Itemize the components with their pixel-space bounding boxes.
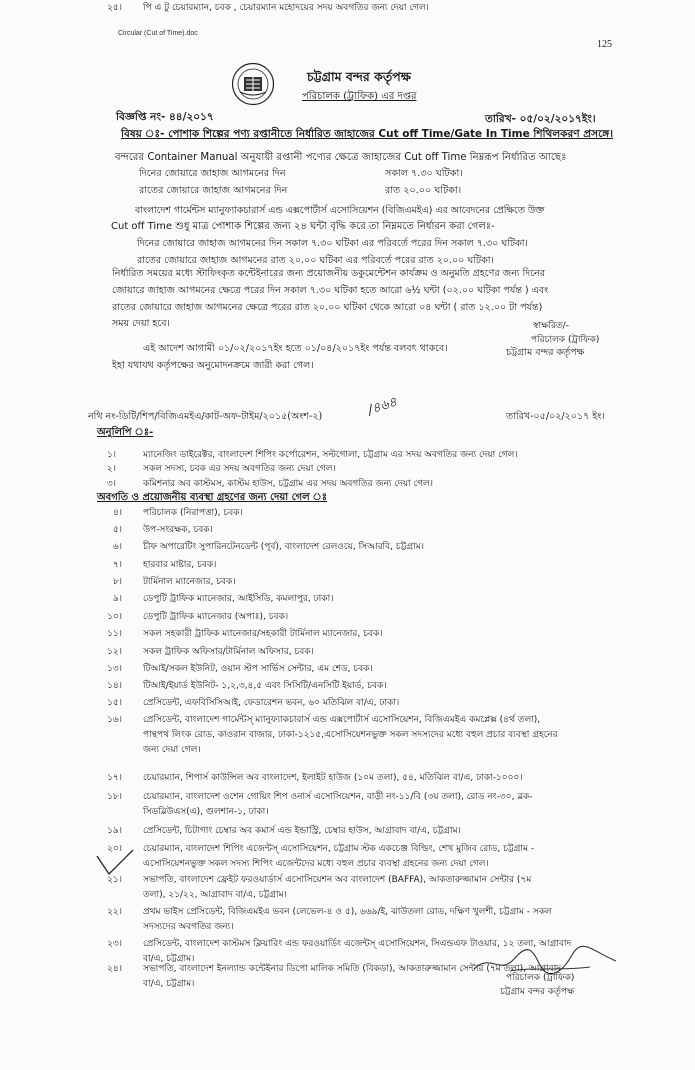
list-item: সিডব্লিউএস(এ), গুলশান-১, ঢাকা।: [143, 807, 269, 817]
list-item: টার্মিনাল ম্যানেজার, চবক।: [143, 577, 236, 587]
list-item: পরিচালক (নিরাপত্তা), চবক।: [143, 508, 243, 518]
list-item: বা/এ, চট্টগ্রাম।: [143, 979, 195, 989]
body-line: বাংলাদেশ গার্মেন্টস ম্যানুফ্যাকচারার্স এন্ড এক্সপোর্টার্স এসোসিয়েশন (বিজিএমইএ) এর আবেদনের প্রেক্ষিতে উক্ত: [135, 205, 545, 216]
list-item: এসোসিয়েশনভুক্ত সকল সদস্য শিপিং এজেন্টদের মধ্যে বহুল প্রচার ব্যবস্থা গ্রহনের জন্য দেয়া গেল।: [143, 859, 489, 869]
list-item-number: ৭।: [112, 560, 122, 570]
issue-date: তারিখ- ০৫/০২/২০১৭ইং।: [485, 113, 596, 125]
signature-date: তারিখ-০৫/০২/২০১৭ ইং।: [506, 411, 605, 422]
list-item-number: ২০।: [107, 844, 122, 854]
body-line: রাতের জোয়ারে জাহাজ আগমনের দিন: [139, 185, 288, 196]
list-item: সকল সদস্য, চবক এর সদয় অবগতির জন্য দেয়া গেল।: [143, 464, 336, 474]
list-item: উপ-সংরক্ষক, চবক।: [143, 525, 213, 535]
file-number: নথি নং-ডিটি/শিপ/বিজিএমইএ/কাট-অফ-টাইম/২০১৫(অংশ-২): [88, 411, 323, 422]
list-item: চেয়ারম্যান, বাংলাদেশ ওশেন গোয়িং শিপ ওনার্স এসোসিয়েশন, বাড়ী নং-১১/বি (৩য় তলা), রোড নং-৩০, ব্লক-: [143, 792, 533, 802]
list-item-number: ২১।: [107, 875, 122, 885]
list-item-number: ১৯।: [107, 826, 122, 836]
body-line: রাতের জোয়ারে জাহাজ আগমনের ক্ষেত্রে পরের রাত ২০.০০ ঘটিকা থেকে আরো ০৪ ঘন্টা ( রাত ১২.০০ টা পর্যন্ত): [112, 302, 543, 313]
port-authority-seal-icon: [231, 62, 275, 106]
list-item: টিআই/সকল ইউনিট, ওয়ান স্টপ সার্ভিস সেন্টার, এম শেড, চবক।: [143, 664, 373, 674]
list-item: প্রেসিডেন্ট, বাংলাদেশ গার্মেন্টস্ ম্যানুফ্যাকচারার্স এন্ড এক্সপোর্টার্স এসোসিয়েশন, বিজিএমইএ কমপ্লেক্স (৪র্থ তলা),: [143, 715, 541, 725]
list-item-number: ৩।: [106, 479, 116, 489]
list-item-number: ১৭।: [107, 773, 122, 783]
list-item-number: ১০।: [107, 612, 122, 622]
body-line: জোয়ারে জাহাজ আগমনের ক্ষেত্রে পরের দিন সকাল ৭.৩০ ঘটিকা হতে আরো ৬½ ঘন্টা (০২.০০ ঘটিকা পর্যন্ত ) এবং: [112, 285, 549, 296]
body-line: দিনের জোয়ারে জাহাজ আগমনের দিন: [139, 168, 286, 179]
list-item: টিআই/ইয়ার্ড ইউনিট- ১,২,৩,৪,৫ এবং সিসিটি/এনসিটি ইয়ার্ড, চবক।: [143, 681, 387, 691]
body-line: সকাল ৭.৩০ ঘটিকা।: [385, 168, 463, 179]
list-item: সভাপতি, বাংলাদেশ ইনল্যান্ড কন্টেইনার ডিপো মালিক সমিতি (বিকডা), আকতারুজ্জামান সেন্টার (৭ম তলা), আগ্রাবাদ: [143, 964, 562, 974]
handwritten-check-mark: [95, 848, 135, 878]
info-heading: অবগতি ও প্রয়োজনীয় ব্যবস্থা গ্রহণের জন্য দেয়া গেল ঃ: [97, 492, 328, 503]
list-item: পান্থপথ লিংক রোড, কাওরান বাজার, ঢাকা-১২১৫,এসোসিয়েশনভুক্ত সকল সদস্যদের মধ্যে বহুল প্রচার ব্যবস্থা গ্রহনের: [143, 730, 558, 740]
list-item: প্রেসিডেন্ট, এফবিসিসিআই, ফেডারেশন ভবন, ৬০ মতিঝিল বা/এ, ঢাকা।: [143, 698, 400, 708]
list-item-number: ১৫।: [107, 698, 122, 708]
list-item: চেয়ারম্যান, শিপার্স কাউন্সিল অব বাংলাদেশ, ইলাইট হাউজ (১০ম তলা), ৫৪, মতিঝিল বা/এ, ঢাকা-১০০০।: [143, 773, 523, 783]
body-line: নির্ধারিত সময়ের মধ্যে স্টাফিংকৃত কন্টেইনারের জন্য প্রয়োজনীয় ডকুমেন্টেশন কার্যক্রম ও অনুমতি গ্রহণের জন্য দিনের: [112, 268, 545, 279]
handwritten-file-number: /৪৬৪: [366, 394, 400, 419]
list-item: কমিশনার অব কাস্টমস, কাস্টম হাউস, চট্টগ্রাম এর সদয় অবগতির জন্য দেয়া গেল।: [143, 479, 433, 489]
list-item: সভাপতি, বাংলাদেশ ফ্রেইট ফরওয়ার্ডার্স এসোসিয়েশন অব বাংলাদেশ (BAFFA), আকতারুজ্জামান সেন্টার (৭ম: [143, 875, 532, 885]
signatory-org: চট্টগ্রাম বন্দর কর্তৃপক্ষ: [506, 347, 585, 358]
list-item-number: ২২।: [107, 907, 122, 917]
list-item-number: ১৩।: [107, 664, 122, 674]
list-item: ডেপুটি ট্রাফিক ম্যানেজার, আইসিডি, কমলাপুর, ঢাকা।: [143, 594, 334, 604]
reference-number: বিজ্ঞপ্তি নং- ৪৪/২০১৭: [116, 111, 214, 123]
bottom-signatory-org: চট্টগ্রাম বন্দর কর্তৃপক্ষ: [500, 987, 575, 997]
body-line: এই আদেশ আগামী ০১/০২/২০১৭ইং হতে ০১/০৪/২০১৭ইং পর্যন্ত বলবৎ থাকবে।: [143, 343, 448, 354]
signed-note: স্বাক্ষরিত/-: [533, 321, 569, 331]
list-item: তলা), ২১/২২, আগ্রাবাদ বা/এ, চট্টগ্রাম।: [143, 890, 287, 900]
signatory-title: পরিচালক (ট্রাফিক): [531, 335, 600, 345]
body-line: বন্দরের Container Manual অনুযায়ী রপ্তানী পণ্যের ক্ষেত্রে জাহাজের Cut off Time নিম্নরূপ নির্ধারিত আছেঃ: [115, 152, 567, 163]
list-item: ডেপুটি ট্রাফিক ম্যানেজার (অপাঃ), চবক।: [143, 612, 289, 622]
subject-line: বিষয় ঃ- পোশাক শিল্পের পণ্য রপ্তানীতে নির্ধারিত জাহাজের Cut off Time/Gate In Time শিথিলকরণ প্রসঙ্গে।: [121, 128, 614, 140]
body-line: ইহা যথাযথ কর্তৃপক্ষের অনুমোদনক্রমে জারী করা গেল।: [112, 360, 314, 371]
list-item-number: ৪।: [112, 508, 122, 518]
body-line: Cut off Time শুধু মাত্র পোশাক শিল্পের জন্য ২৪ ঘন্টা বৃদ্ধি করে তা নিম্নমতে নির্ধারন করা গেলঃ-: [111, 221, 495, 232]
list-item: হারবার মাষ্টার, চবক।: [143, 560, 217, 570]
body-line: দিনের জোয়ারে জাহাজ আগমনের দিন সকাল ৭.৩০ ঘটিকা এর পরিবর্তে পরের দিন সকাল ৭.৩০ ঘটিকা।: [137, 238, 528, 249]
filename: Circular (Cut of Time).doc: [118, 30, 198, 37]
body-line: সময় দেয়া হবে।: [112, 318, 170, 329]
list-item-number: ৮।: [112, 577, 122, 587]
cc-heading: অনুলিপি ঃ-: [97, 427, 154, 438]
list-item-number: ১২।: [107, 647, 122, 657]
list-item: চেয়ারম্যান, বাংলাদেশ শিপিং এজেন্টস্ এসোসিয়েশন, চট্টগ্রাম স্টক একচেঞ্জ বিল্ডিং, শেখ মুজিব রোড, চট্টগ্রাম -: [143, 844, 535, 854]
list-item: সদস্যদের অবগতির জন্য।: [143, 922, 234, 932]
list-item-number: ২৫।: [107, 3, 122, 13]
list-item-number: ৯।: [112, 594, 122, 604]
list-item: সকল ট্রাফিক অফিসার/টার্মিনাল অফিসার, চবক।: [143, 647, 314, 657]
list-item: পি এ টু চেয়ারম্যান, চবক , চেয়ারম্যান মহোদয়ের সদয় অবগতির জন্য দেয়া গেল।: [143, 3, 429, 13]
list-item-number: ১।: [106, 450, 116, 460]
list-item: ম্যানেজিং ডাইরেক্টর, বাংলাদেশ শিপিং কর্পোরেশন, সল্টগোলা, চট্টগ্রাম এর সদয় অবগতির জন্য দেয়া গেল।: [143, 450, 518, 460]
list-item-number: ২।: [106, 464, 116, 474]
department-name: পরিচালক (ট্রাফিক) এর দপ্তর: [302, 91, 417, 102]
list-item-number: ১১।: [107, 629, 122, 639]
list-item: প্রেসিডেন্ট, চিটাগাং চেম্বার অব কমার্স এন্ড ইন্ডাস্ট্রি, চেম্বার হাউস, আগ্রাবাদ বা/এ, চট্টগ্রাম।: [143, 826, 461, 836]
list-item-number: ৬।: [112, 542, 122, 552]
list-item: সকল সহকারী ট্রাফিক ম্যানেজার/সহকারী টার্মিনাল ম্যানেজার, চবক।: [143, 629, 383, 639]
list-item-number: ১৬।: [107, 715, 122, 725]
page-number: 125: [597, 39, 612, 50]
list-item: প্রেসিডেন্ট, বাংলাদেশ কাস্টমস ক্লিয়ারিং এন্ড ফরওয়ার্ডিং এজেন্টস্ এসোসিয়েশন, সিএন্ডএফ টাওয়ার, ১২ তলা, আগ্রাবাদ: [143, 939, 572, 949]
body-line: রাতের জোয়ারে জাহাজ আগমনের রাত ২০.০০ ঘটিকা এর পরিবর্তে পরের রাত ২০.০০ ঘটিকা।: [137, 255, 494, 266]
list-item-number: ২৪।: [107, 964, 122, 974]
list-item-number: ১৪।: [107, 681, 122, 691]
organization-name: চট্টগ্রাম বন্দর কর্তৃপক্ষ: [307, 69, 411, 84]
list-item: জন্য দেয়া গেল।: [143, 745, 201, 755]
list-item: চীফ অপারেটিং সুপারিনটেনডেন্ট (পূর্ব), বাংলাদেশ রেলওয়ে, সিআরবি, চট্টগ্রাম।: [143, 542, 424, 552]
list-item-number: ২৩।: [107, 939, 122, 949]
list-item: প্রথম ভাইস প্রেসিডেন্ট, বিজিএমইএ ভবন (লেভেল-৪ ও ৫), ৬৬৯/ই, ঝাউতলা রোড, দক্ষিণ খুলশী, চট্টগ্রাম - সকল: [143, 907, 552, 917]
list-item: বা/এ, চট্টগ্রাম।: [143, 954, 195, 964]
body-line: রাত ২০.০০ ঘটিকা।: [385, 185, 462, 196]
bottom-signatory-title: পরিচালক (ট্রাফিক): [506, 973, 575, 983]
list-item-number: ৫।: [112, 525, 122, 535]
list-item-number: ১৮।: [107, 792, 122, 802]
